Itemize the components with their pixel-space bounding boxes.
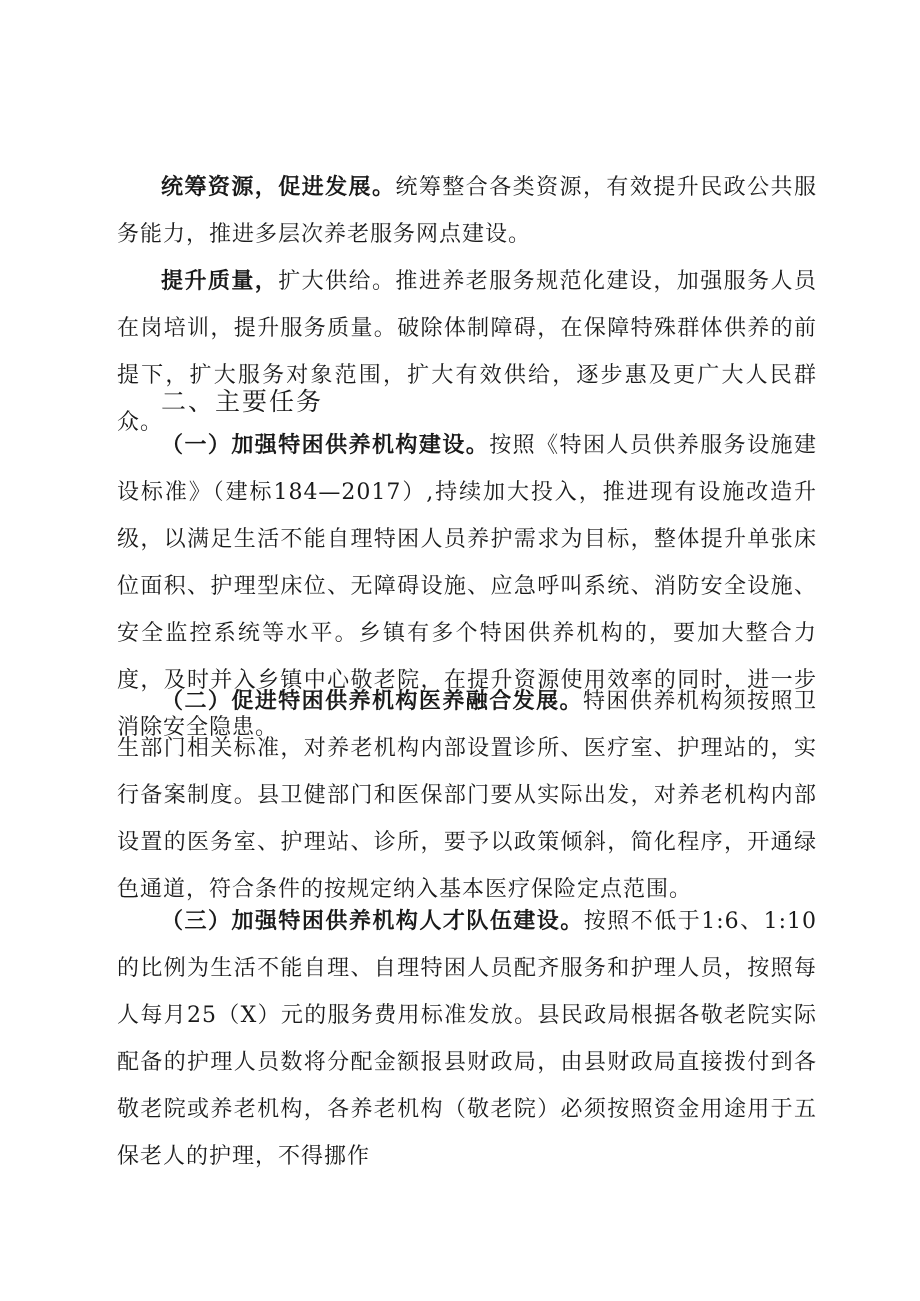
paragraph-body: 特困供养机构须按照卫生部门相关标准，对养老机构内部设置诊所、医疗室、护理站的，实行备案制度。县卫健部门和医保部门要从实际出发，对养老机构内部设置的医务室、护理站、诊所，要予以政策倾斜，简化程序，开通绿色通道，符合条件的按规定纳入基本医疗保险定点范围。 bbox=[117, 689, 817, 902]
paragraph-lead: （三）加强特困供养机构人才队伍建设。 bbox=[161, 909, 584, 934]
paragraph-task-3 bbox=[117, 898, 817, 1180]
section-heading: 二、主要任务 bbox=[161, 387, 324, 416]
paragraph-task-2 bbox=[117, 678, 817, 913]
paragraph-body: 按照《特困人员供养服务设施建设标准》（建标184—2017）,持续加大投入，推进现有设施改造升级，以满足生活不能自理特困人员养护需求为目标，整体提升单张床位面积、护理型床位、无障碍设施、应急呼叫系统、消防安全设施、安全监控系统等水平。乡镇有多个特困供养机构的，要加大整合力度，及时并入乡镇中心敬老院，在提升资源使用效率的同时，进一步消除安全隐患。 bbox=[117, 433, 817, 740]
paragraph-lead: （一）加强特困供养机构建设。 bbox=[161, 433, 490, 458]
paragraph-coordinate-resources bbox=[117, 164, 817, 258]
paragraph-body: 按照不低于1:6、1:10的比例为生活不能自理、自理特困人员配齐服务和护理人员，按照每人每月25（X）元的服务费用标准发放。县民政局根据各敬老院实际配备的护理人员数将分配金额报县财政局，由县财政局直接拨付到各敬老院或养老机构，各养老机构（敬老院）必须按照资金用途用于五保老人的护理，不得挪作 bbox=[117, 909, 817, 1169]
paragraph-lead: 统筹资源，促进发展。 bbox=[161, 175, 396, 200]
paragraph-body: 扩大供给。推进养老服务规范化建设，加强服务人员在岗培训，提升服务质量。破除体制障碍，在保障特殊群体供养的前提下，扩大服务对象范围，扩大有效供给，逐步惠及更广大人民群众。 bbox=[117, 269, 817, 435]
paragraph-lead: 提升质量， bbox=[161, 269, 279, 294]
paragraph-body: 统筹整合各类资源，有效提升民政公共服务能力，推进多层次养老服务网点建设。 bbox=[117, 175, 817, 247]
paragraph-lead: （二）促进特困供养机构医养融合发展。 bbox=[161, 689, 583, 714]
